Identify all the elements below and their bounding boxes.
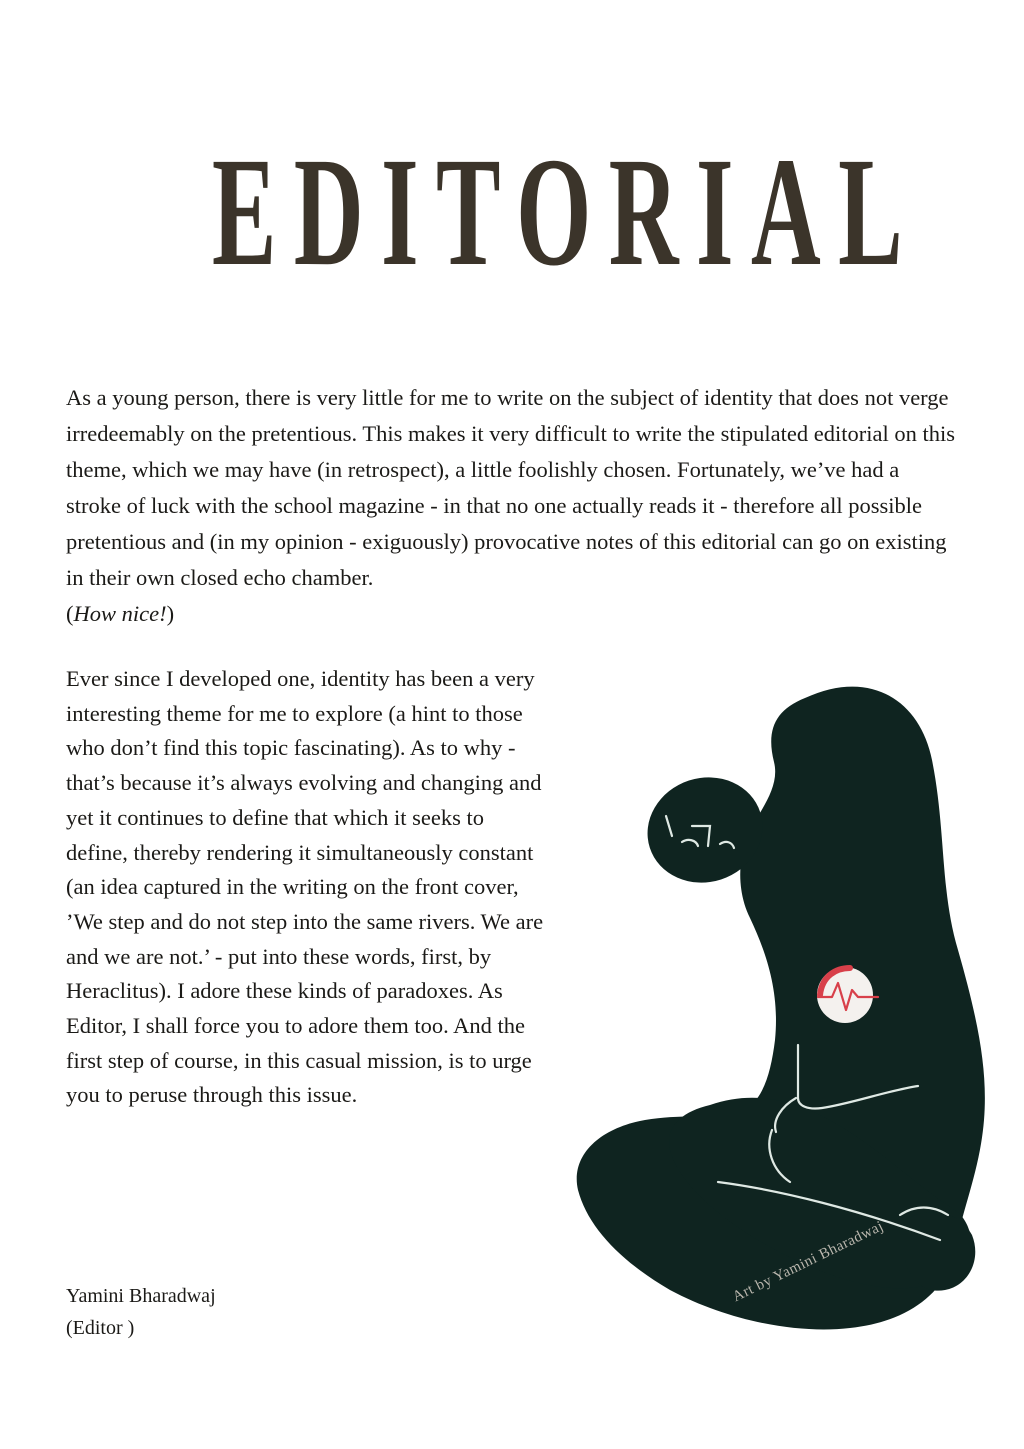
intro-paragraph bbox=[66, 380, 956, 632]
intro-text: As a young person, there is very little for me to write on the subject of identity that does not verge irredeemably on the pretentious. This makes it very difficult to write the stipulated editorial on this theme, which we may have (in retrospect), a little foolishly chosen. Fortunately, we’ve had a stroke of luck with the school magazine - in that no one actually reads it - therefore all possible pretentious and (in my opinion - exiguously) provocative notes of this editorial can go on existing in their own closed echo chamber. bbox=[66, 385, 955, 590]
editor-name: Yamini Bharadwaj bbox=[66, 1285, 216, 1307]
art-credit: Art by Yamini Bharadwaj bbox=[730, 1218, 887, 1306]
page-title: EDITORIAL bbox=[211, 125, 921, 298]
intro-aside-emphasis: How nice! bbox=[73, 601, 167, 626]
kneeling-figure-illustration bbox=[560, 650, 1000, 1350]
editor-role: (Editor ) bbox=[66, 1317, 135, 1339]
signature-block bbox=[66, 1280, 216, 1344]
intro-aside-open: ( bbox=[66, 601, 74, 626]
body-paragraph: Ever since I developed one, identity has been a very interesting theme for me to explore (a hint to those who don’t find this topic fascinating). As to why - that’s because it’s always evolving and changing and yet it continues to define that which it seeks to define, thereby rendering it simultaneously constant (an idea captured in the writing on the front cover, ’We step and do not step into the same rivers. We are and we are not.’ - put into these words, first, by Heraclitus). I adore these kinds of paradoxes. As Editor, I shall force you to adore them too. And the first step of course, in this casual mission, is to urge you to peruse through this issue. bbox=[66, 666, 544, 1108]
intro-aside-close: ) bbox=[166, 601, 175, 626]
